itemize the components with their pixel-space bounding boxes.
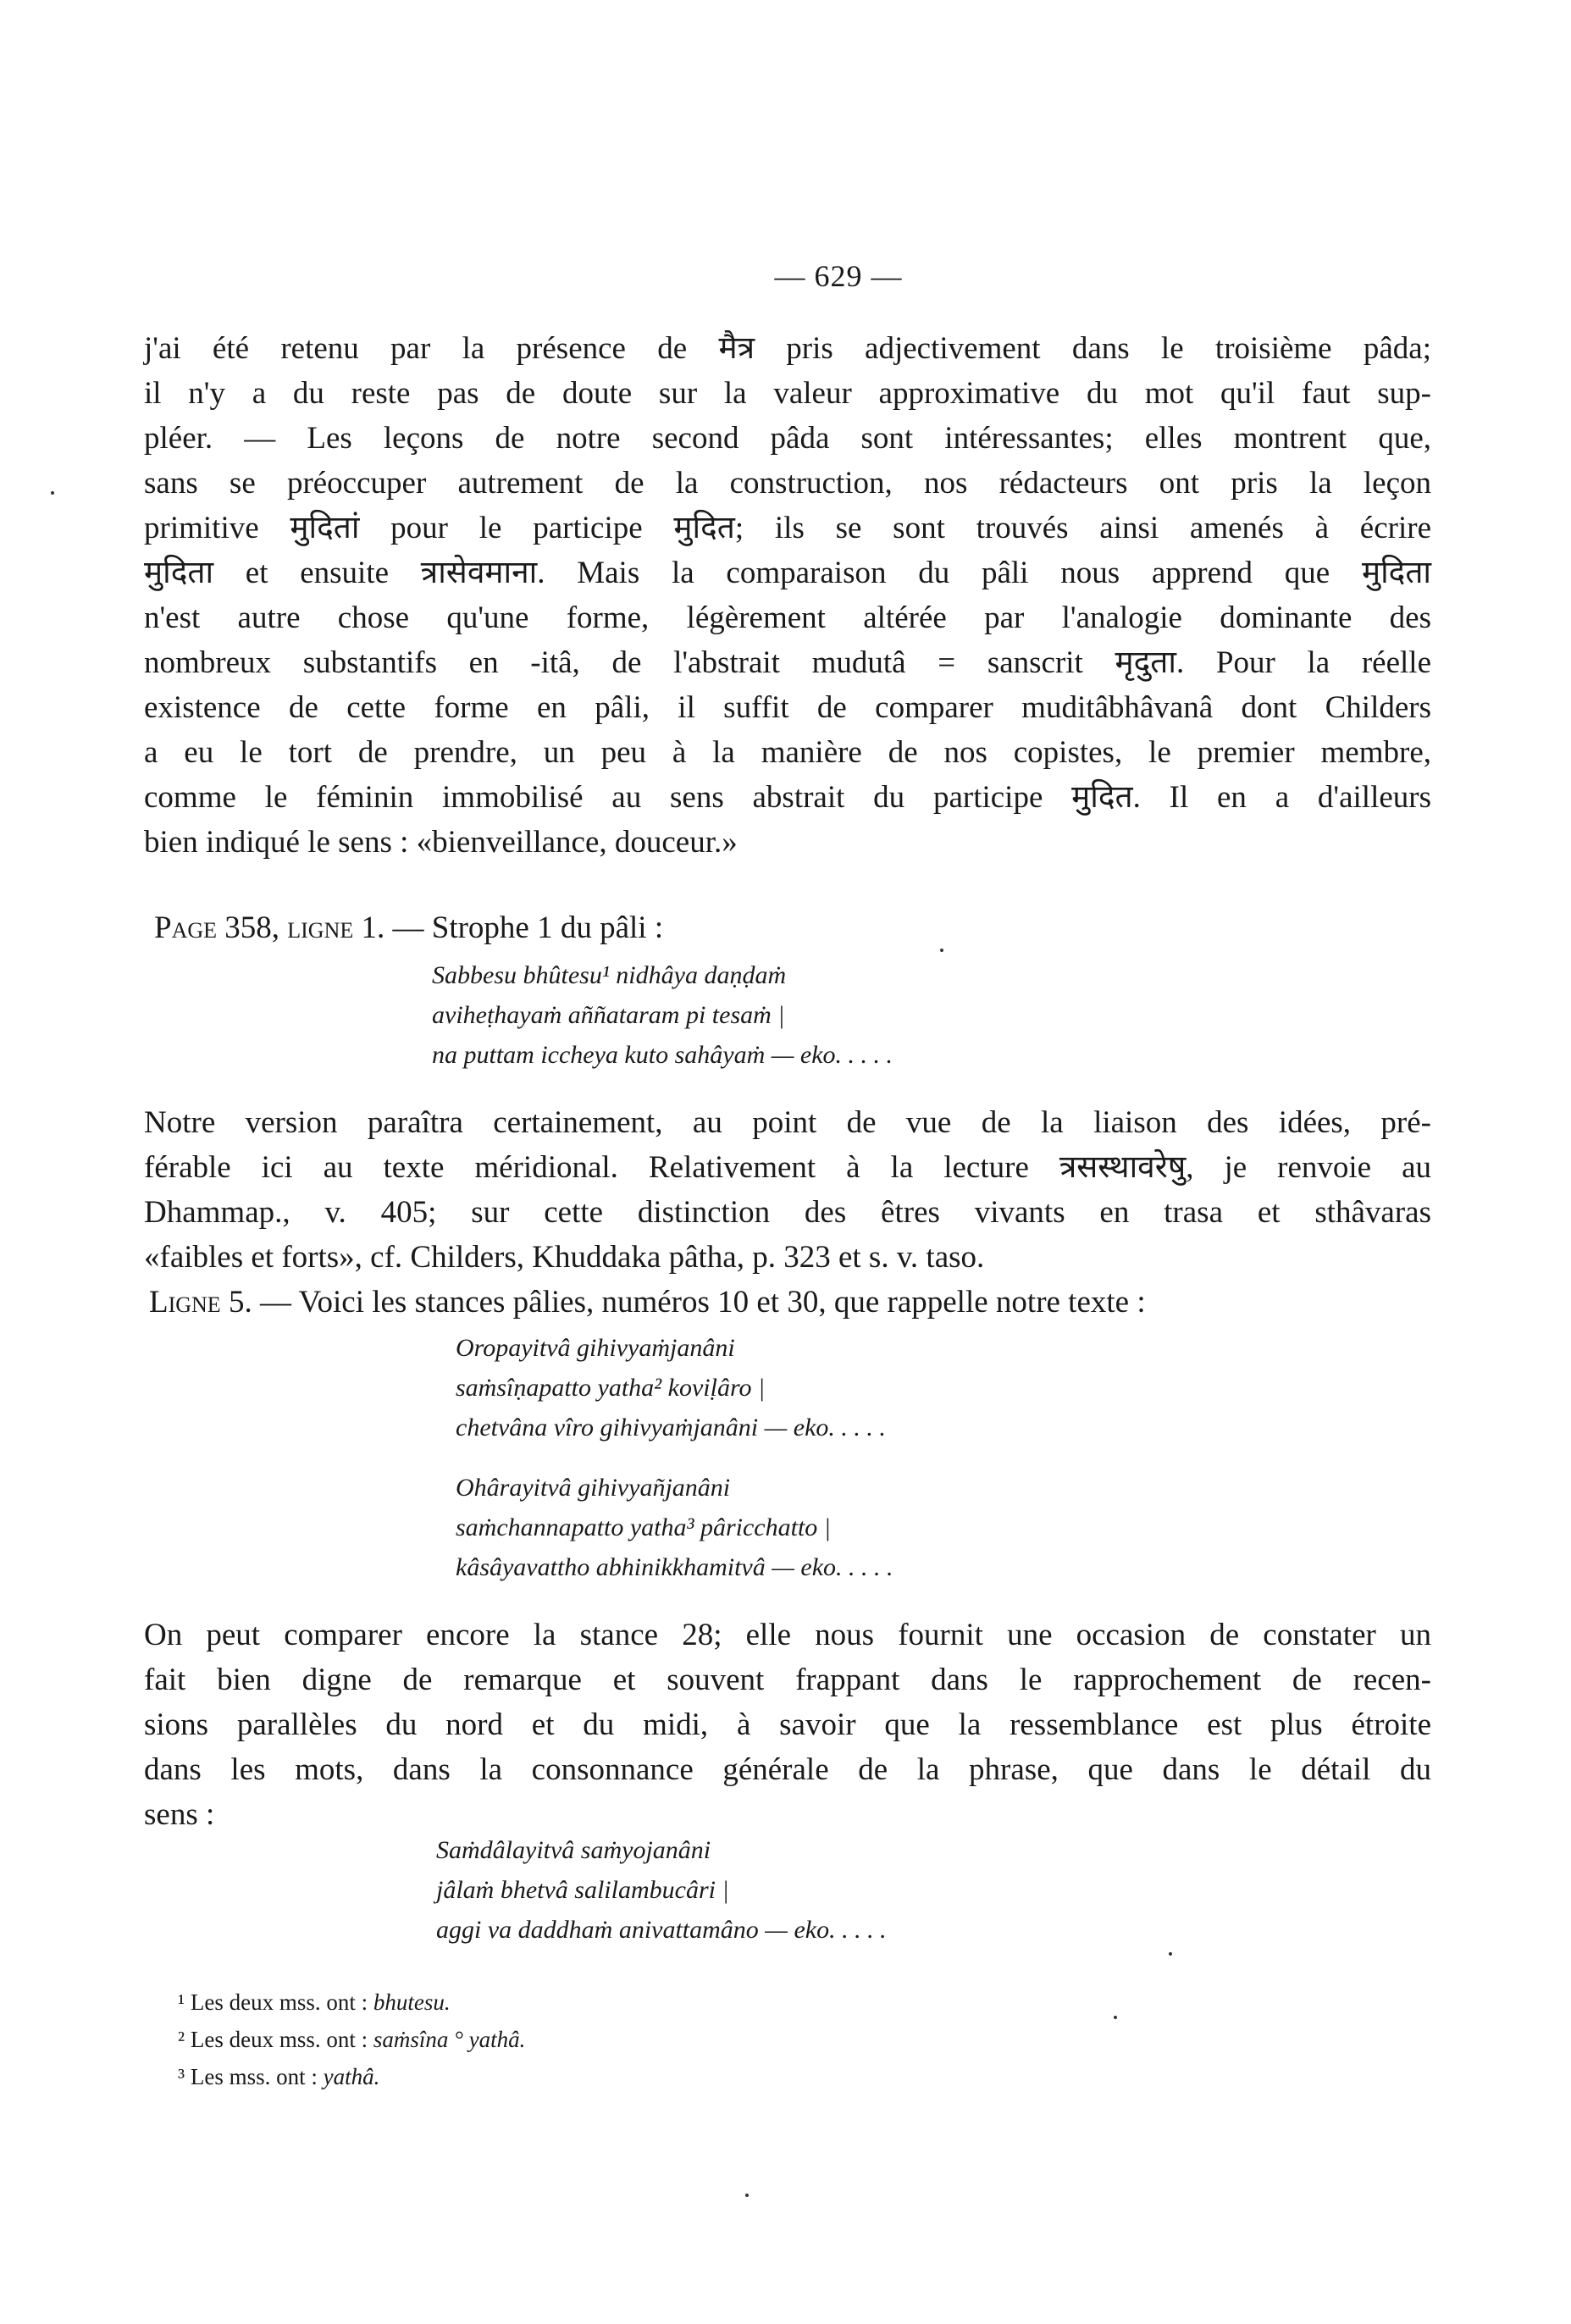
verses-stanza-28 xyxy=(436,1830,1431,1950)
heading-text: — Strophe 1 du pâli : xyxy=(392,910,664,945)
footnote-mark: ² xyxy=(178,2027,185,2052)
text-line: a eu le tort de prendre, un peu à la manière de nos copistes, le premier membre, xyxy=(144,735,1431,770)
page-label: Page xyxy=(154,910,218,945)
verse-line: na puttam iccheya kuto sahâyaṁ — eko. . . . . xyxy=(432,1041,893,1069)
ligne-ref: 1. xyxy=(361,910,385,945)
footnote-text: Les deux mss. ont : xyxy=(190,2027,368,2052)
text-line: On peut comparer encore la stance 28; elle nous fournit une occasion de constater un xyxy=(144,1618,1431,1652)
footnote xyxy=(178,1984,1431,2021)
verses-stanza-30 xyxy=(456,1468,1431,1587)
verse-line: Ohârayitvâ gihivyañjanâni xyxy=(456,1474,731,1502)
footnote-mark: ¹ xyxy=(178,1989,185,2015)
verse-line: Saṁdâlayitvâ saṁyojanâni xyxy=(436,1836,711,1864)
text-line: férable ici au texte méridional. Relativement à la lecture त्रसस्थावरेषु, je renvoie au xyxy=(144,1150,1431,1185)
text-line: bien indiqué le sens : «bienveillance, douceur.» xyxy=(144,825,738,860)
verse-line: kâsâyavattho abhinikkhamitvâ — eko. . . . . xyxy=(456,1553,893,1581)
verse-line: saṁsîṇapatto yatha² koviḷâro | xyxy=(456,1374,766,1402)
heading-page-358 xyxy=(154,905,1431,950)
footnote xyxy=(178,2058,1431,2095)
text-line: dans les mots, dans la consonnance générale de la phrase, que dans le détail du xyxy=(144,1752,1431,1787)
verse-line: aviheṭhayaṁ aññataram pi tesaṁ | xyxy=(432,1001,785,1029)
ligne-label: Ligne xyxy=(149,1285,221,1320)
verse-line: Sabbesu bhûtesu¹ nidhâya daṇḍaṁ xyxy=(432,961,787,989)
page-ref: 358, xyxy=(224,910,280,945)
text-line: primitive मुदितां pour le participe मुदित; ils se sont trouvés ainsi amenés à écrire xyxy=(144,511,1431,545)
page-body xyxy=(144,254,1431,2095)
print-speck xyxy=(51,491,54,495)
footnote-text: Les mss. ont : xyxy=(190,2064,318,2089)
text-line: nombreux substantifs en -itâ, de l'abstrait mudutâ = sanscrit मृदुता. Pour la réelle xyxy=(144,645,1431,680)
verse-line: chetvâna vîro gihivyaṁjanâni — eko. . . . . xyxy=(456,1414,886,1441)
verses-stanza-10 xyxy=(456,1328,1431,1447)
paragraph-3 xyxy=(144,1613,1431,1837)
verse-line: aggi va daddhaṁ anivattamâno — eko. . . . . xyxy=(436,1916,887,1944)
text-line: Notre version paraîtra certainement, au point de vue de la liaison des idées, pré- xyxy=(144,1105,1431,1140)
print-speck xyxy=(745,2194,749,2197)
footnote xyxy=(178,2021,1431,2058)
text-line: sans se préoccuper autrement de la construction, nos rédacteurs ont pris la leçon xyxy=(144,466,1431,501)
text-line: मुदिता et ensuite त्रासेवमाना. Mais la comparaison du pâli nous apprend que मुदिता xyxy=(144,556,1431,590)
print-speck xyxy=(1169,1952,1172,1956)
verse-line: jâlaṁ bhetvâ salilambucâri | xyxy=(436,1876,729,1904)
text-line: j'ai été retenu par la présence de मैत्र pris adjectivement dans le troisième pâda; xyxy=(144,331,1431,366)
heading-ligne-5 xyxy=(149,1280,1431,1325)
text-line: sions parallèles du nord et du midi, à savoir que la ressemblance est plus étroite xyxy=(144,1707,1431,1742)
paragraph-2 xyxy=(144,1100,1431,1280)
text-line: pléer. — Les leçons de notre second pâda sont intéressantes; elles montrent que, xyxy=(144,421,1431,456)
footnote-italic: bhutesu. xyxy=(373,1989,451,2015)
text-line: sens : xyxy=(144,1797,215,1832)
print-speck xyxy=(940,949,943,952)
page-number: — 629 — xyxy=(774,259,903,293)
text-line: fait bien digne de remarque et souvent frappant dans le rapprochement de recen- xyxy=(144,1663,1431,1697)
footnote-mark: ³ xyxy=(178,2064,185,2089)
heading-text: — Voici les stances pâlies, numéros 10 et 30, que rappelle notre texte : xyxy=(259,1285,1146,1320)
print-speck xyxy=(1114,2016,1117,2019)
paragraph-1 xyxy=(144,326,1431,865)
footnotes xyxy=(178,1984,1431,2095)
verse-line: saṁchannapatto yatha³ pâricchatto | xyxy=(456,1513,832,1541)
footnote-text: Les deux mss. ont : xyxy=(190,1989,368,2015)
ligne-label: ligne xyxy=(287,910,354,945)
text-line: «faibles et forts», cf. Childers, Khuddaka pâtha, p. 323 et s. v. taso. xyxy=(144,1240,985,1275)
text-line: Dhammap., v. 405; sur cette distinction des êtres vivants en trasa et sthâvaras xyxy=(144,1195,1431,1230)
text-line: il n'y a du reste pas de doute sur la valeur approximative du mot qu'il faut sup- xyxy=(144,376,1431,411)
text-line: comme le féminin immobilisé au sens abstrait du participe मुदित. Il en a d'ailleurs xyxy=(144,780,1431,815)
text-line: existence de cette forme en pâli, il suffit de comparer muditâbhâvanâ dont Childers xyxy=(144,690,1431,725)
verse-line: Oropayitvâ gihivyaṁjanâni xyxy=(456,1334,735,1362)
footnote-italic: yathâ. xyxy=(323,2064,380,2089)
footnote-italic: saṁsîna ° yathâ. xyxy=(373,2027,526,2052)
verses-strophe-1 xyxy=(432,955,1431,1075)
ligne-ref: 5. xyxy=(228,1285,252,1320)
text-line: n'est autre chose qu'une forme, légèrement altérée par l'analogie dominante des xyxy=(144,600,1431,635)
